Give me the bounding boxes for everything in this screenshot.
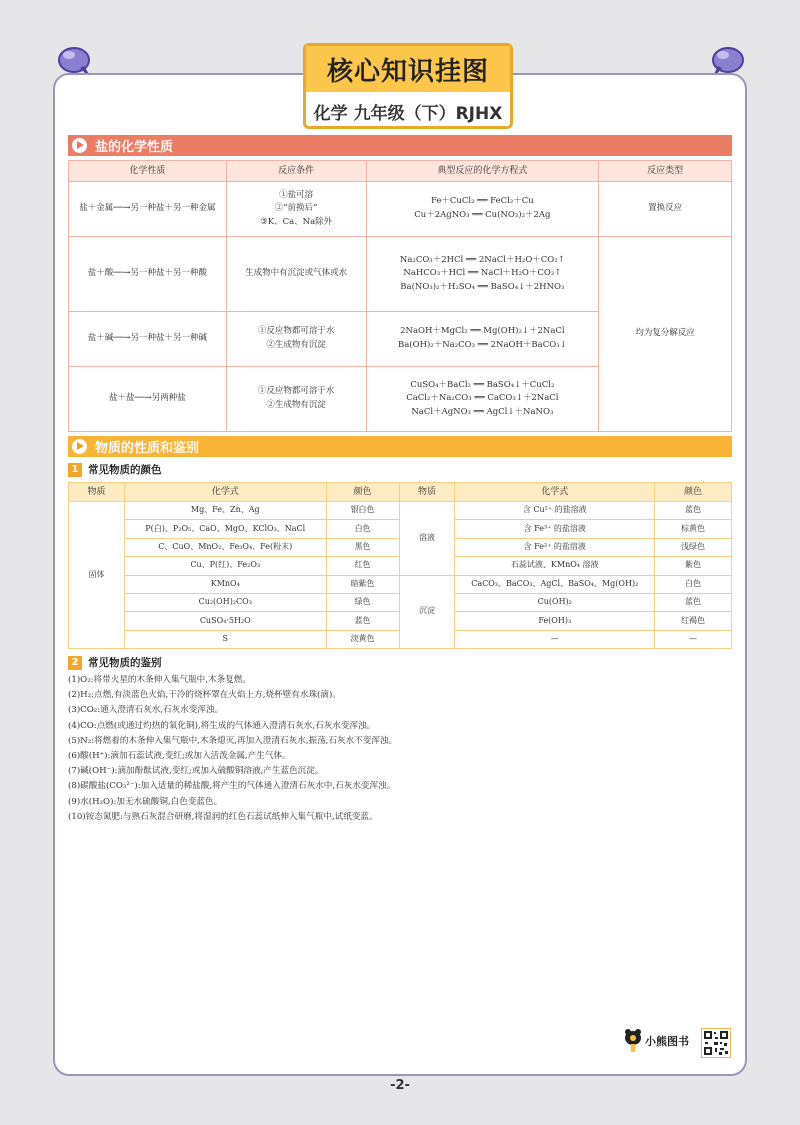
condition-cell: 生成物中有沉淀或气体或水 xyxy=(226,237,366,312)
table-row xyxy=(69,575,732,593)
condition-cell xyxy=(226,367,366,432)
color-cell: 棕黄色 xyxy=(655,520,732,538)
color-cell: 白色 xyxy=(326,520,399,538)
formula-cell: 含 Fe²⁺ 的盐溶液 xyxy=(455,538,655,556)
condition-cell xyxy=(226,182,366,237)
bear-logo-icon xyxy=(624,1028,642,1054)
group-cell: 沉淀 xyxy=(399,575,455,649)
subsection-title: 常见物质的鉴别 xyxy=(88,657,162,669)
equation-cell xyxy=(366,237,599,312)
color-cell: 淡黄色 xyxy=(326,630,399,648)
column-header: 化学式 xyxy=(455,483,655,502)
color-cell: 绿色 xyxy=(326,593,399,611)
column-header: 颜色 xyxy=(655,483,732,502)
list-item: (3)CO₂:通入澄清石灰水,石灰水变浑浊。 xyxy=(68,705,224,716)
table-row xyxy=(69,502,732,520)
formula-cell: Cu、P(红)、Fe₂O₃ xyxy=(124,557,326,575)
condition-line: ③K、Ca、Na除外 xyxy=(260,216,333,227)
formula-cell: Mg、Fe、Zn、Ag xyxy=(124,502,326,520)
color-cell: 白色 xyxy=(655,575,732,593)
column-header: 物质 xyxy=(399,483,455,502)
subsection-number: 2 xyxy=(68,656,82,670)
salt-properties-table xyxy=(68,160,732,432)
color-cell: 紫色 xyxy=(655,557,732,575)
section-title: 盐的化学性质 xyxy=(95,140,174,155)
column-header: 物质 xyxy=(69,483,125,502)
property-cell: 盐＋碱──→另一种盐＋另一种碱 xyxy=(69,312,227,367)
formula-cell: 石蕊试液、KMnO₄ 溶液 xyxy=(455,557,655,575)
color-cell: 红色 xyxy=(326,557,399,575)
formula-cell: S xyxy=(124,630,326,648)
list-item: (5)N₂:将燃着的木条伸入集气瓶中,木条熄灭,再加入澄清石灰水,振荡,石灰水不变浑浊。 xyxy=(68,735,398,746)
column-header: 反应类型 xyxy=(599,161,732,182)
condition-line: ①反应物都可溶于水 xyxy=(257,326,335,337)
column-header: 颜色 xyxy=(326,483,399,502)
color-cell: 暗紫色 xyxy=(326,575,399,593)
formula-cell: Cu(OH)₂ xyxy=(455,593,655,611)
condition-line: ②生成物有沉淀 xyxy=(266,340,326,350)
condition-line: ①盐可溶 xyxy=(279,189,314,200)
color-cell: 银白色 xyxy=(326,502,399,520)
list-item: (9)水(H₂O):加无水硫酸铜,白色变蓝色。 xyxy=(68,796,223,807)
color-cell: 黑色 xyxy=(326,538,399,556)
equation-line: Ba(OH)₂＋Na₂CO₃ ══ 2NaOH＋BaCO₃↓ xyxy=(397,340,567,350)
group-cell: 固体 xyxy=(69,502,125,649)
column-header: 化学性质 xyxy=(69,161,227,182)
logo-text: 小熊图书 xyxy=(645,1035,689,1048)
property-cell: 盐＋酸──→另一种盐＋另一种酸 xyxy=(69,237,227,312)
color-cell: 浅绿色 xyxy=(655,538,732,556)
list-item: (8)碳酸盐(CO₃²⁻):加入适量的稀盐酸,将产生的气体通入澄清石灰水中,石灰水变浑浊。 xyxy=(68,781,396,792)
formula-cell: Fe(OH)₃ xyxy=(455,612,655,630)
subsection-heading-colors xyxy=(68,462,162,477)
table-row xyxy=(69,182,732,237)
list-item: (10)铵态氮肥:与熟石灰混合研磨,将湿润的红色石蕊试纸伸入集气瓶中,试纸变蓝。 xyxy=(68,811,378,822)
identification-list xyxy=(68,673,728,825)
equation-line: Ba(NO₃)₂＋H₂SO₄ ══ BaSO₄↓＋2HNO₃ xyxy=(400,281,565,292)
section-header-identification xyxy=(68,436,732,457)
column-header: 化学式 xyxy=(124,483,326,502)
equation-cell xyxy=(366,367,599,432)
list-item: (7)碱(OH⁻):滴加酚酞试液,变红;或加入硫酸铜溶液,产生蓝色沉淀。 xyxy=(68,766,324,777)
section-title: 物质的性质和鉴别 xyxy=(95,441,200,456)
group-cell: 溶液 xyxy=(399,502,455,576)
equation-cell xyxy=(366,182,599,237)
equation-line: Fe＋CuCl₂ ══ FeCl₂＋Cu xyxy=(430,196,534,207)
condition-line: ②生成物有沉淀 xyxy=(266,400,326,410)
formula-cell: P(白)、P₂O₅、CaO、MgO、KClO₃、NaCl xyxy=(124,520,326,538)
equation-line: 2NaOH＋MgCl₂ ══ Mg(OH)₂↓＋2NaCl xyxy=(400,326,565,337)
condition-cell xyxy=(226,312,366,367)
subsection-title: 常见物质的颜色 xyxy=(88,464,162,476)
page-title: 核心知识挂图 xyxy=(306,46,510,92)
equation-line: Cu＋2AgNO₃ ══ Cu(NO₃)₂＋2Ag xyxy=(414,210,551,220)
page-subtitle: 化学 九年级（下）RJHX xyxy=(313,103,503,124)
colors-table xyxy=(68,482,732,649)
page-number: -2- xyxy=(390,1078,410,1093)
formula-cell: CaCO₃、BaCO₃、AgCl、BaSO₄、Mg(OH)₂ xyxy=(455,575,655,593)
list-item: (6)酸(H⁺):滴加石蕊试液,变红;或加入活泼金属,产生气体。 xyxy=(68,751,291,762)
type-cell: 均为复分解反应 xyxy=(599,237,732,432)
color-cell: 红褐色 xyxy=(655,612,732,630)
list-item: (1)O₂:将带火星的木条伸入集气瓶中,木条复燃。 xyxy=(68,675,251,685)
list-item: (2)H₂:点燃,有淡蓝色火焰,干冷的烧杯罩在火焰上方,烧杯壁有水珠(滴)。 xyxy=(68,690,341,701)
condition-line: ②“前换后” xyxy=(274,203,318,214)
formula-cell: Cu₂(OH)₂CO₃ xyxy=(124,593,326,611)
table-row xyxy=(69,237,732,312)
equation-line: CaCl₂＋Na₂CO₃ ══ CaCO₃↓＋2NaCl xyxy=(406,393,559,404)
formula-cell: 含 Cu²⁺ 的盐溶液 xyxy=(455,502,655,520)
formula-cell: — xyxy=(455,630,655,648)
title-box xyxy=(303,43,513,129)
formula-cell: CuSO₄·5H₂O xyxy=(124,612,326,630)
subsection-number: 1 xyxy=(68,463,82,477)
color-cell: 蓝色 xyxy=(326,612,399,630)
color-cell: 蓝色 xyxy=(655,502,732,520)
color-cell: 蓝色 xyxy=(655,593,732,611)
publisher-logo xyxy=(624,1028,689,1054)
subsection-heading-identification xyxy=(68,655,162,670)
equation-cell xyxy=(366,312,599,367)
qr-code-icon xyxy=(701,1028,731,1058)
formula-cell: KMnO₄ xyxy=(124,575,326,593)
formula-cell: 含 Fe³⁺ 的盐溶液 xyxy=(455,520,655,538)
equation-line: NaHCO₃＋HCl ══ NaCl＋H₂O＋CO₂↑ xyxy=(403,268,562,279)
formula-cell: C、CuO、MnO₂、Fe₃O₄、Fe(粉末) xyxy=(124,538,326,556)
list-item: (4)CO:点燃(或通过灼热的氧化铜),将生成的气体通入澄清石灰水,石灰水变浑浊。 xyxy=(68,720,376,731)
property-cell: 盐＋盐──→另两种盐 xyxy=(69,367,227,432)
equation-line: Na₂CO₃＋2HCl ══ 2NaCl＋H₂O＋CO₂↑ xyxy=(399,254,565,265)
equation-line: CuSO₄＋BaCl₂ ══ BaSO₄↓＋CuCl₂ xyxy=(410,379,555,390)
section-header-salt xyxy=(68,135,732,156)
property-cell: 盐＋金属──→另一种盐＋另一种金属 xyxy=(69,182,227,237)
column-header: 典型反应的化学方程式 xyxy=(366,161,599,182)
color-cell: — xyxy=(655,630,732,648)
play-icon xyxy=(72,439,87,454)
type-cell: 置换反应 xyxy=(599,182,732,237)
condition-line: ①反应物都可溶于水 xyxy=(257,386,335,397)
play-icon xyxy=(72,138,87,153)
equation-line: NaCl＋AgNO₃ ══ AgCl↓＋NaNO₃ xyxy=(411,406,554,417)
column-header: 反应条件 xyxy=(226,161,366,182)
